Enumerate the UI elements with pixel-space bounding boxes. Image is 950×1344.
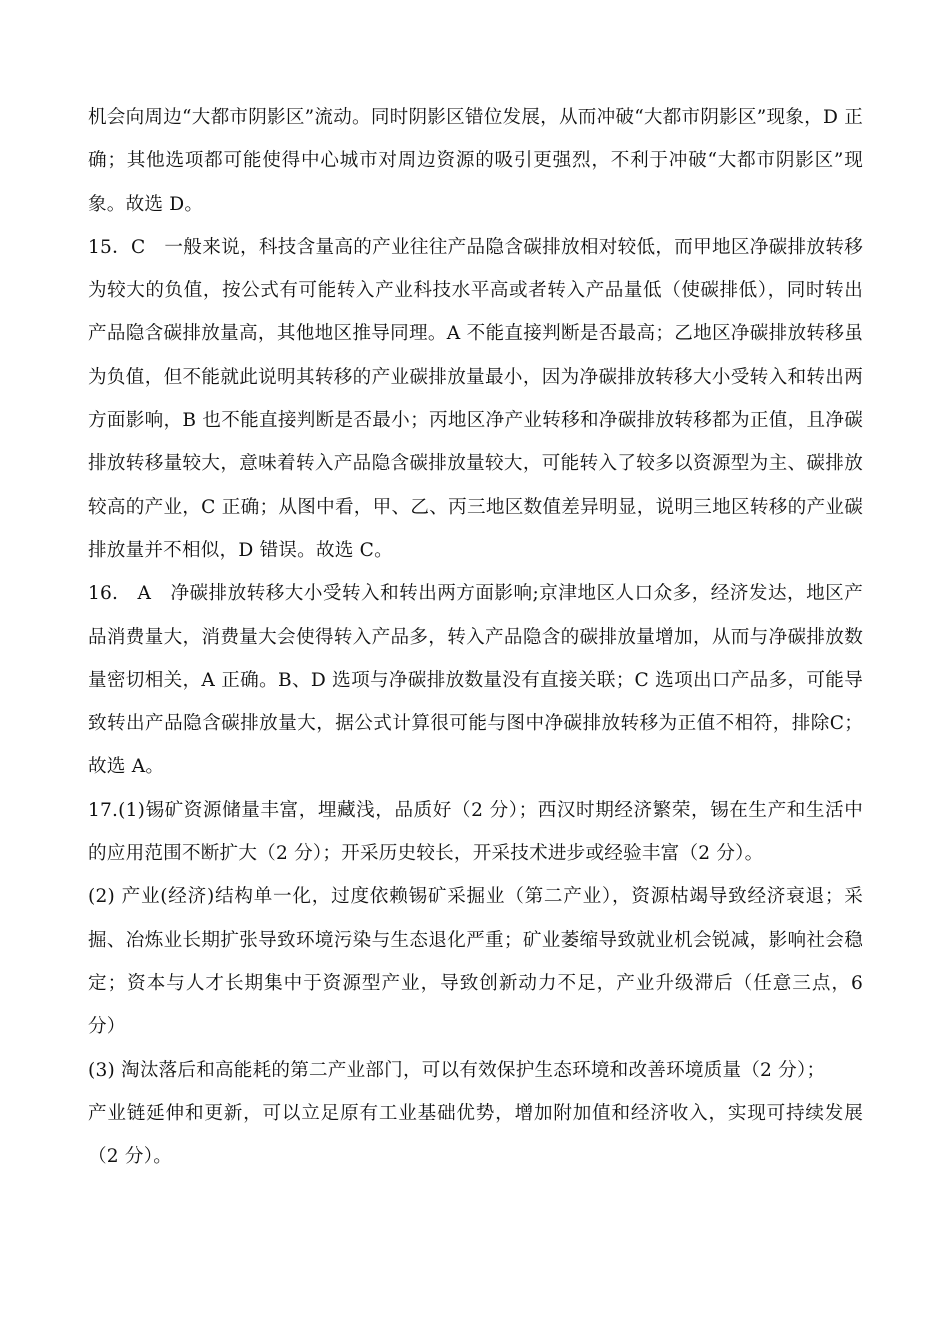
paragraph-answer-16: 16. A 净碳排放转移大小受转入和转出两方面影响;京津地区人口众多，经济发达，地区产品消费量大，消费量大会使得转入产品多，转入产品隐含的碳排放量增加，从而与净碳排放数量密切相关，A 正确。B、D 选项与净碳排放数量没有直接关联；C 选项出口产品多，可能导致转出产品隐含碳排放量大，据公式计算很可能与图中净碳排放转移为正值不相符，排除C；故选 A。 xyxy=(88,583,863,778)
document-page xyxy=(88,96,863,1178)
paragraph-answer-17-part-1: 17.(1)锡矿资源储量丰富，埋藏浅，品质好（2 分）；西汉时期经济繁荣，锡在生产和生活中的应用范围不断扩大（2 分）；开采历史较长，开采技术进步或经验丰富（2 分）。 xyxy=(88,799,863,865)
paragraph-continuation-14: 机会向周边“大都市阴影区”流动。同时阴影区错位发展，从而冲破“大都市阴影区”现象，D 正确；其他选项都可能使得中心城市对周边资源的吸引更强烈，不利于冲破“大都市阴影区”现象。故选 D。 xyxy=(88,107,863,215)
paragraph-answer-15: 15．C 一般来说，科技含量高的产业往往产品隐含碳排放相对较低，而甲地区净碳排放转移为较大的负值，按公式有可能转入产业科技水平高或者转入产品量低（使碳排低），同时转出产品隐含碳排放量高，其他地区推导同理。A 不能直接判断是否最高；乙地区净碳排放转移虽为负值，但不能就此说明其转移的产业碳排放量最小，因为净碳排放转移大小受转入和转出两方面影响，B 也不能直接判断是否最小；丙地区净产业转移和净碳排放转移都为正值，且净碳排放转移量较大，意味着转入产品隐含碳排放量较大，可能转入了较多以资源型为主、碳排放较高的产业，C 正确；从图中看，甲、乙、丙三地区数值差异明显，说明三地区转移的产业碳排放量并不相似，D 错误。故选 C。 xyxy=(88,236,863,561)
paragraph-answer-17-part-2: (2) 产业(经济)结构单一化，过度依赖锡矿采掘业（第二产业），资源枯竭导致经济衰退；采掘、冶炼业长期扩张导致环境污染与生态退化严重；矿业萎缩导致就业机会锐减，影响社会稳定；资本与人才长期集中于资源型产业，导致创新动力不足，产业升级滞后（任意三点，6 分） xyxy=(88,886,863,1038)
paragraph-answer-17-part-3b: 产业链延伸和更新，可以立足原有工业基础优势，增加附加值和经济收入，实现可持续发展（2 分）。 xyxy=(88,1102,863,1168)
paragraph-answer-17-part-3a: (3) 淘汰落后和高能耗的第二产业部门，可以有效保护生态环境和改善环境质量（2 分）； xyxy=(88,1059,826,1081)
